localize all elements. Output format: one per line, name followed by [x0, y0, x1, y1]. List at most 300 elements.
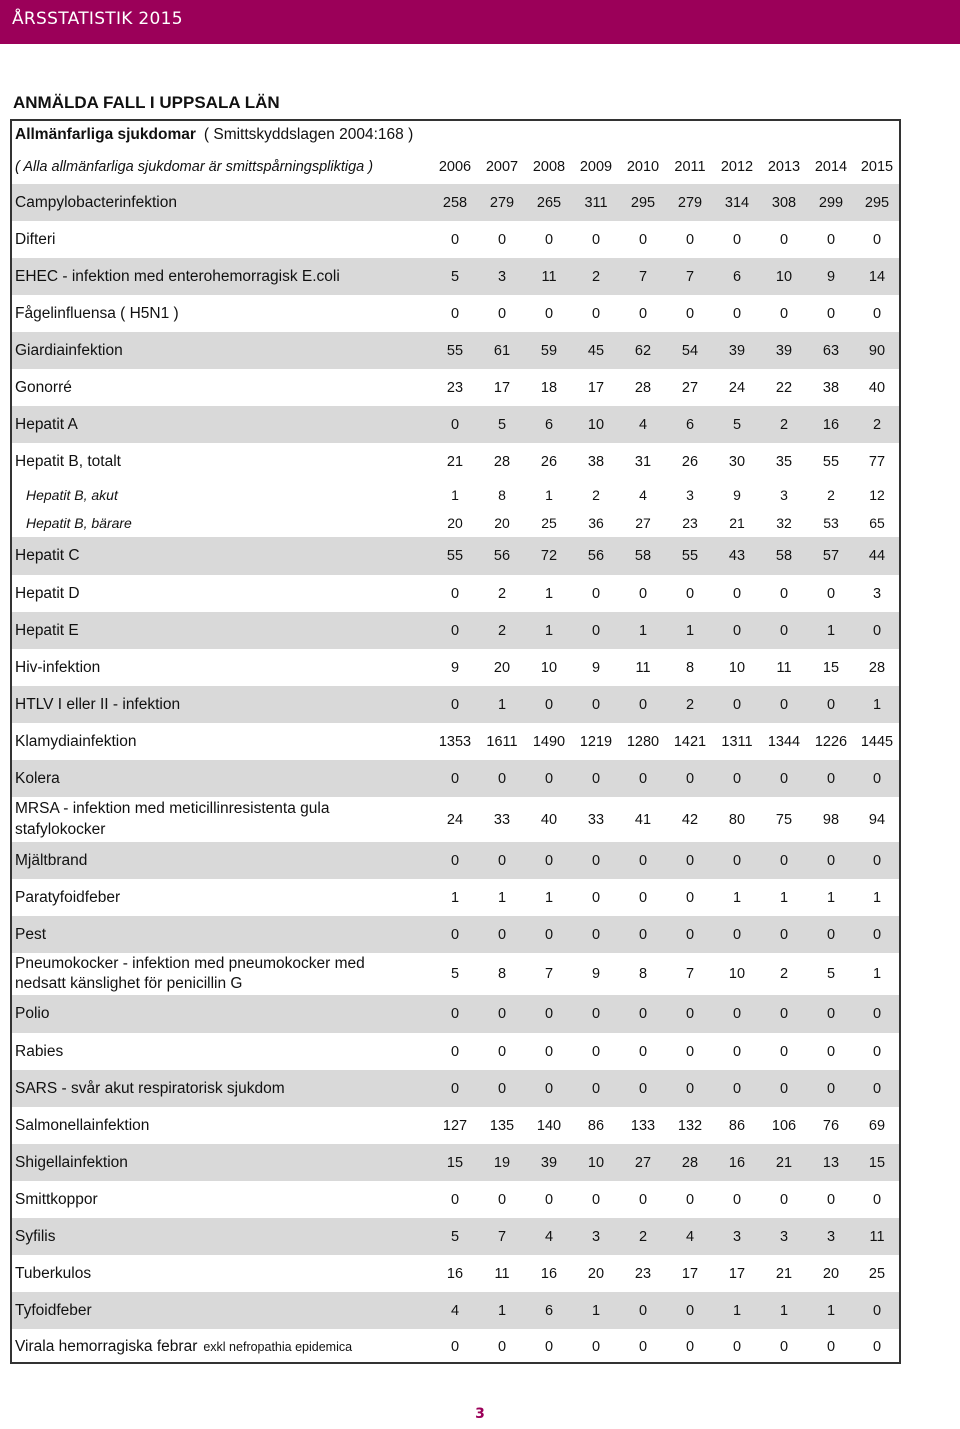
value-cell: 5 — [732, 416, 742, 433]
value-cell: 19 — [493, 1154, 511, 1171]
value-cell: 0 — [779, 1080, 789, 1097]
value-cell: 86 — [728, 1117, 746, 1134]
table-row — [12, 797, 899, 842]
value-cell: 41 — [634, 811, 652, 828]
value-cell: 0 — [826, 1191, 836, 1208]
value-cell: 314 — [724, 194, 750, 211]
value-cell: 0 — [732, 305, 742, 322]
disease-name: Kolera — [15, 769, 60, 787]
table-row — [12, 1070, 899, 1107]
value-cell: 0 — [497, 852, 507, 869]
value-cell: 0 — [732, 1043, 742, 1060]
row-label — [26, 509, 132, 537]
disease-name: Pneumokocker - infektion med pneumokocker med nedsatt känslighet för penicillin G — [15, 954, 365, 992]
row-label — [15, 258, 340, 295]
value-cell: 0 — [826, 926, 836, 943]
value-cell: 0 — [779, 622, 789, 639]
value-cell: 10 — [587, 1154, 605, 1171]
value-cell: 0 — [591, 1191, 601, 1208]
value-cell: 90 — [868, 342, 886, 359]
value-cell: 135 — [489, 1117, 515, 1134]
row-label — [15, 760, 60, 797]
row-label — [15, 1144, 128, 1181]
value-cell: 31 — [634, 454, 652, 470]
value-cell: 11 — [869, 1228, 885, 1245]
value-cell: 5 — [450, 1228, 460, 1245]
value-cell: 0 — [638, 1080, 648, 1097]
value-cell: 4 — [639, 487, 647, 503]
row-label — [15, 221, 55, 258]
value-cell: 24 — [446, 811, 464, 828]
value-cell: 1 — [826, 1302, 836, 1319]
value-cell: 0 — [497, 1338, 507, 1355]
value-cell: 279 — [677, 194, 703, 211]
value-cell: 0 — [591, 926, 601, 943]
value-cell: 0 — [779, 852, 789, 869]
value-cell: 0 — [779, 1338, 789, 1355]
disease-name: Salmonellainfektion — [15, 1116, 150, 1134]
value-cell: 55 — [446, 342, 464, 359]
disease-name: EHEC - infektion med enterohemorragisk E.coli — [15, 267, 340, 285]
value-cell: 0 — [544, 852, 554, 869]
value-cell: 7 — [638, 268, 648, 285]
value-cell: 0 — [826, 770, 836, 787]
value-cell: 55 — [446, 548, 464, 564]
value-cell: 0 — [826, 1338, 836, 1355]
value-cell: 59 — [540, 342, 558, 359]
value-cell: 7 — [497, 1228, 507, 1245]
row-label — [15, 1181, 98, 1218]
value-cell: 1 — [497, 889, 507, 906]
value-cell: 2 — [779, 966, 789, 982]
value-cell: 26 — [540, 454, 558, 470]
value-cell: 20 — [587, 1265, 605, 1282]
value-cell: 3 — [826, 1228, 836, 1245]
value-cell: 1 — [732, 1302, 742, 1319]
value-cell: 0 — [732, 770, 742, 787]
value-cell: 20 — [494, 515, 510, 531]
disease-name: MRSA - infektion med meticillinresistenta gula stafylokocker — [15, 800, 330, 838]
value-cell: 9 — [591, 659, 601, 676]
table-subtitle-row — [12, 121, 899, 149]
value-cell: 0 — [826, 1006, 836, 1022]
row-label — [15, 1329, 352, 1364]
value-cell: 0 — [450, 416, 460, 433]
value-cell: 13 — [822, 1154, 840, 1171]
value-cell: 58 — [634, 548, 652, 564]
value-cell: 28 — [493, 454, 511, 470]
value-cell: 0 — [685, 926, 695, 943]
row-label — [15, 879, 120, 916]
value-cell: 0 — [450, 852, 460, 869]
value-cell: 45 — [587, 342, 605, 359]
value-cell: 1 — [451, 487, 459, 503]
value-cell: 35 — [775, 454, 793, 470]
row-label — [15, 537, 80, 575]
table-row — [12, 1033, 899, 1070]
value-cell: 0 — [685, 852, 695, 869]
value-cell: 311 — [584, 194, 608, 211]
value-cell: 10 — [540, 659, 558, 676]
value-cell: 0 — [872, 622, 882, 639]
value-cell: 16 — [822, 416, 840, 433]
value-cell: 0 — [732, 1006, 742, 1022]
value-cell: 0 — [544, 1043, 554, 1060]
table-row — [12, 1329, 899, 1364]
value-cell: 3 — [872, 585, 882, 602]
value-cell: 0 — [872, 770, 882, 787]
table-row — [12, 1181, 899, 1218]
value-cell: 0 — [497, 926, 507, 943]
table-row — [12, 1144, 899, 1181]
row-label — [15, 575, 80, 612]
value-cell: 0 — [450, 305, 460, 322]
value-cell: 2 — [827, 487, 835, 503]
value-cell: 0 — [450, 1080, 460, 1097]
value-cell: 0 — [450, 1043, 460, 1060]
value-cell: 0 — [638, 1338, 648, 1355]
value-cell: 4 — [638, 416, 648, 433]
value-cell: 0 — [638, 770, 648, 787]
value-cell: 0 — [497, 1043, 507, 1060]
table-row — [12, 723, 899, 760]
value-cell: 1 — [544, 585, 554, 602]
value-cell: 0 — [732, 852, 742, 869]
column-header-note: ( Alla allmänfarliga sjukdomar är smittspårningspliktiga ) — [15, 158, 374, 175]
value-cell: 0 — [826, 852, 836, 869]
value-cell: 0 — [732, 1338, 742, 1355]
value-cell: 127 — [442, 1117, 468, 1134]
table-row — [12, 481, 899, 509]
value-cell: 0 — [497, 770, 507, 787]
value-cell: 2 — [872, 416, 882, 433]
row-label — [15, 1255, 91, 1292]
value-cell: 0 — [544, 770, 554, 787]
table-row — [12, 509, 899, 537]
value-cell: 0 — [872, 1302, 882, 1319]
value-cell: 21 — [446, 454, 464, 470]
value-cell: 9 — [591, 966, 601, 982]
value-cell: 12 — [869, 487, 885, 503]
value-cell: 308 — [771, 194, 797, 211]
row-label — [15, 295, 179, 332]
table-row — [12, 1107, 899, 1144]
row-label — [15, 842, 87, 879]
value-cell: 0 — [732, 622, 742, 639]
value-cell: 2 — [592, 487, 600, 503]
value-cell: 3 — [780, 487, 788, 503]
value-cell: 0 — [638, 585, 648, 602]
value-cell: 14 — [868, 268, 886, 285]
row-label — [15, 443, 121, 481]
value-cell: 0 — [497, 305, 507, 322]
value-cell: 1219 — [579, 733, 613, 750]
value-cell: 295 — [630, 194, 656, 211]
value-cell: 8 — [685, 659, 695, 676]
disease-name: Smittkoppor — [15, 1190, 98, 1208]
table-row — [12, 760, 899, 797]
value-cell: 8 — [638, 966, 648, 982]
value-cell: 43 — [728, 548, 746, 564]
value-cell: 56 — [493, 548, 511, 564]
value-cell: 0 — [779, 305, 789, 322]
value-cell: 65 — [869, 515, 885, 531]
table-subtitle — [15, 121, 413, 149]
value-cell: 4 — [685, 1228, 695, 1245]
value-cell: 1 — [545, 487, 553, 503]
row-label — [15, 686, 180, 723]
subtitle-text: Allmänfarliga sjukdomar — [15, 126, 196, 143]
value-cell: 0 — [591, 1006, 601, 1022]
table-row — [12, 953, 899, 995]
table-row — [12, 537, 899, 575]
value-cell: 0 — [779, 926, 789, 943]
value-cell: 11 — [776, 659, 792, 676]
value-cell: 6 — [685, 416, 695, 433]
value-cell: 75 — [775, 811, 793, 828]
table-row — [12, 258, 899, 295]
value-cell: 0 — [450, 231, 460, 248]
value-cell: 0 — [826, 585, 836, 602]
row-label — [15, 612, 79, 649]
value-cell: 0 — [497, 1191, 507, 1208]
value-cell: 28 — [634, 379, 652, 396]
page-title: ANMÄLDA FALL I UPPSALA LÄN — [13, 93, 280, 112]
disease-name: Hepatit E — [15, 621, 79, 639]
disease-name: Gonorré — [15, 378, 72, 396]
value-cell: 40 — [868, 379, 886, 396]
disease-name: Difteri — [15, 230, 56, 248]
value-cell: 0 — [685, 1338, 695, 1355]
value-cell: 0 — [685, 1043, 695, 1060]
value-cell: 1 — [732, 889, 742, 906]
value-cell: 0 — [591, 852, 601, 869]
value-cell: 80 — [728, 811, 746, 828]
value-cell: 5 — [450, 268, 460, 285]
value-cell: 0 — [638, 231, 648, 248]
row-label — [15, 1033, 63, 1070]
value-cell: 0 — [544, 696, 554, 713]
row-label — [15, 369, 72, 406]
value-cell: 0 — [450, 585, 460, 602]
value-cell: 32 — [776, 515, 792, 531]
banner-title: ÅRSSTATISTIK 2015 — [12, 9, 183, 29]
value-cell: 0 — [450, 622, 460, 639]
value-cell: 0 — [779, 1043, 789, 1060]
value-cell: 77 — [868, 454, 886, 470]
value-cell: 0 — [732, 1080, 742, 1097]
value-cell: 0 — [872, 305, 882, 322]
value-cell: 20 — [822, 1265, 840, 1282]
value-cell: 3 — [686, 487, 694, 503]
year-header-2009: 2009 — [579, 158, 613, 175]
value-cell: 0 — [450, 1006, 460, 1022]
value-cell: 1611 — [486, 733, 518, 750]
value-cell: 0 — [685, 231, 695, 248]
value-cell: 1445 — [860, 733, 894, 750]
disease-name: Hepatit D — [15, 584, 80, 602]
value-cell: 1 — [638, 622, 648, 639]
value-cell: 38 — [822, 379, 840, 396]
value-cell: 17 — [493, 379, 511, 396]
row-label — [15, 332, 123, 369]
value-cell: 30 — [728, 454, 746, 470]
value-cell: 0 — [685, 1191, 695, 1208]
table-row — [12, 575, 899, 612]
value-cell: 36 — [588, 515, 604, 531]
value-cell: 55 — [822, 454, 840, 470]
value-cell: 76 — [822, 1117, 840, 1134]
table-row — [12, 649, 899, 686]
value-cell: 0 — [544, 305, 554, 322]
value-cell: 0 — [544, 1080, 554, 1097]
value-cell: 16 — [540, 1265, 558, 1282]
value-cell: 0 — [779, 770, 789, 787]
value-cell: 0 — [638, 889, 648, 906]
value-cell: 0 — [779, 1191, 789, 1208]
value-cell: 1226 — [814, 733, 848, 750]
value-cell: 3 — [497, 268, 507, 285]
value-cell: 0 — [872, 1191, 882, 1208]
row-label — [15, 1070, 285, 1107]
value-cell: 17 — [728, 1265, 746, 1282]
value-cell: 133 — [630, 1117, 656, 1134]
value-cell: 0 — [779, 585, 789, 602]
value-cell: 0 — [685, 889, 695, 906]
row-label — [26, 481, 118, 509]
value-cell: 10 — [587, 416, 605, 433]
value-cell: 40 — [540, 811, 558, 828]
value-cell: 0 — [591, 889, 601, 906]
value-cell: 39 — [728, 342, 746, 359]
value-cell: 265 — [536, 194, 562, 211]
value-cell: 17 — [587, 379, 605, 396]
value-cell: 15 — [446, 1154, 464, 1171]
value-cell: 0 — [685, 305, 695, 322]
value-cell: 11 — [494, 1265, 510, 1282]
value-cell: 1344 — [767, 733, 801, 750]
value-cell: 1353 — [438, 733, 472, 750]
value-cell: 0 — [497, 1080, 507, 1097]
value-cell: 21 — [775, 1265, 793, 1282]
header-banner — [0, 0, 960, 44]
value-cell: 69 — [868, 1117, 886, 1134]
value-cell: 0 — [544, 1006, 554, 1022]
year-header-2015: 2015 — [860, 158, 894, 175]
value-cell: 1 — [450, 889, 460, 906]
value-cell: 0 — [544, 926, 554, 943]
value-cell: 11 — [635, 659, 651, 676]
law-reference: ( Smittskyddslagen 2004:168 ) — [203, 126, 414, 143]
value-cell: 7 — [544, 966, 554, 982]
value-cell: 8 — [498, 487, 506, 503]
page-number: 3 — [475, 1406, 485, 1422]
value-cell: 0 — [732, 1191, 742, 1208]
value-cell: 1 — [872, 696, 882, 713]
value-cell: 10 — [775, 268, 793, 285]
value-cell: 20 — [447, 515, 463, 531]
disease-name: Shigellainfektion — [15, 1153, 128, 1171]
value-cell: 16 — [446, 1265, 464, 1282]
value-cell: 1 — [497, 1302, 507, 1319]
disease-name: Campylobacterinfektion — [15, 193, 177, 211]
value-cell: 8 — [497, 966, 507, 982]
value-cell: 10 — [728, 966, 746, 982]
value-cell: 25 — [541, 515, 557, 531]
disease-name: Klamydiainfektion — [15, 732, 137, 750]
value-cell: 1 — [826, 889, 836, 906]
value-cell: 2 — [685, 696, 695, 713]
value-cell: 0 — [450, 1191, 460, 1208]
value-cell: 0 — [872, 1080, 882, 1097]
value-cell: 18 — [540, 379, 558, 396]
value-cell: 132 — [677, 1117, 703, 1134]
value-cell: 6 — [544, 1302, 554, 1319]
value-cell: 10 — [728, 659, 746, 676]
value-cell: 0 — [826, 231, 836, 248]
table-row — [12, 332, 899, 369]
value-cell: 0 — [685, 1006, 695, 1022]
value-cell: 61 — [493, 342, 511, 359]
value-cell: 0 — [872, 1043, 882, 1060]
value-cell: 0 — [685, 585, 695, 602]
value-cell: 0 — [497, 231, 507, 248]
value-cell: 4 — [450, 1302, 460, 1319]
value-cell: 0 — [685, 1080, 695, 1097]
value-cell: 3 — [591, 1228, 601, 1245]
value-cell: 106 — [771, 1117, 797, 1134]
value-cell: 1421 — [673, 733, 707, 750]
value-cell: 258 — [442, 194, 468, 211]
value-cell: 57 — [822, 548, 840, 564]
table-row — [12, 916, 899, 953]
value-cell: 0 — [779, 231, 789, 248]
value-cell: 0 — [732, 231, 742, 248]
row-label — [15, 184, 177, 221]
value-cell: 42 — [681, 811, 699, 828]
table-row — [12, 1292, 899, 1329]
disease-name: Virala hemorragiska febrar — [15, 1337, 198, 1355]
statistics-table — [10, 119, 901, 1364]
year-header-2008: 2008 — [532, 158, 566, 175]
column-header-row — [12, 149, 899, 184]
disease-name: Hepatit B, totalt — [15, 453, 121, 470]
value-cell: 3 — [732, 1228, 742, 1245]
year-header-2006: 2006 — [438, 158, 472, 175]
value-cell: 27 — [634, 1154, 652, 1171]
table-row — [12, 443, 899, 481]
value-cell: 54 — [681, 342, 699, 359]
row-label — [15, 1107, 149, 1144]
value-cell: 1 — [591, 1302, 601, 1319]
value-cell: 1 — [779, 889, 789, 906]
value-cell: 0 — [872, 926, 882, 943]
value-cell: 15 — [868, 1154, 886, 1171]
value-cell: 0 — [450, 770, 460, 787]
value-cell: 1 — [826, 622, 836, 639]
value-cell: 5 — [450, 966, 460, 982]
value-cell: 0 — [544, 231, 554, 248]
value-cell: 0 — [450, 926, 460, 943]
table-row — [12, 184, 899, 221]
value-cell: 1 — [497, 696, 507, 713]
value-cell: 0 — [638, 696, 648, 713]
disease-name: SARS - svår akut respiratorisk sjukdom — [15, 1079, 285, 1097]
value-cell: 17 — [681, 1265, 699, 1282]
value-cell: 0 — [732, 585, 742, 602]
disease-name: Hepatit B, akut — [26, 487, 118, 503]
value-cell: 21 — [729, 515, 745, 531]
